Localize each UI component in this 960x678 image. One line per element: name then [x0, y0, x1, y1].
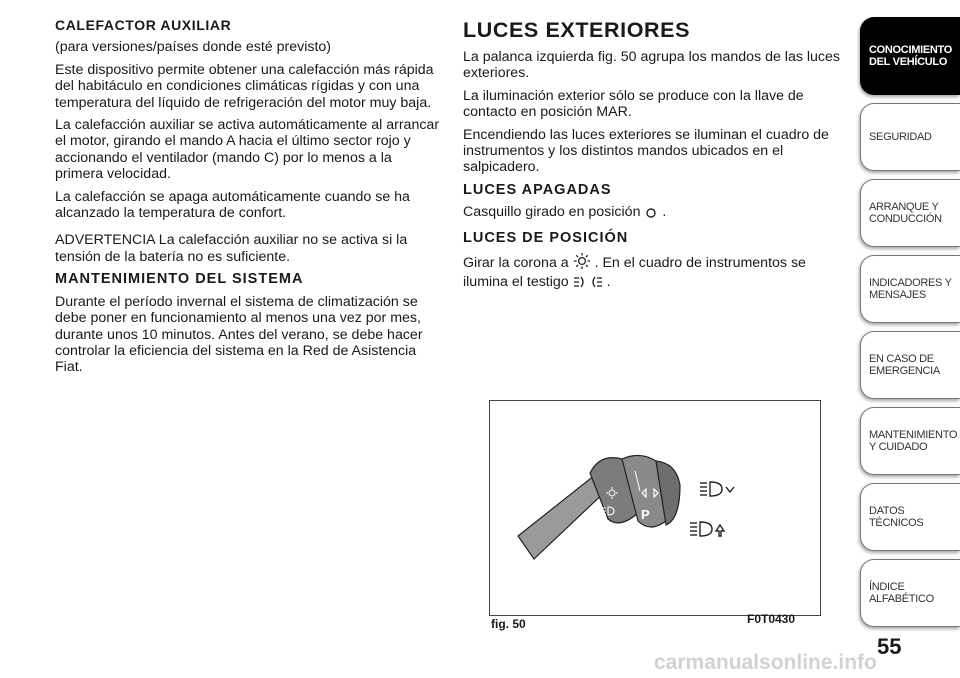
- tab-datos-tecnicos[interactable]: [860, 483, 960, 551]
- tab-label: INDICADORES Y MENSAJES: [869, 276, 952, 301]
- tab-indicadores-y-mensajes[interactable]: [860, 255, 960, 323]
- tab-label: ARRANQUE Y CONDUCCIÓN: [869, 200, 942, 225]
- tab-label: EN CASO DE EMERGENCIA: [869, 352, 940, 377]
- figure-caption: fig. 50: [491, 617, 526, 631]
- warning-text: ADVERTENCIA La calefacción auxiliar no se activa si la tensión de la batería no es suficiente.: [55, 232, 408, 265]
- tab-label: MANTENIMIENTO Y CUIDADO: [869, 428, 958, 453]
- position-warning-light-icon: [573, 275, 603, 293]
- paragraph: Este dispositivo permite obtener una calefacción más rápida del habitáculo en condiciones climáticas rígidas y con una temperatura del líquido de refrigeración del motor muy baja.: [55, 61, 434, 111]
- paragraph: La palanca izquierda fig. 50 agrupa los mandos de las luces exteriores.: [463, 49, 841, 82]
- luces-apagadas-heading: LUCES APAGADAS: [463, 181, 612, 198]
- tab-label: ÍNDICE ALFABÉTICO: [869, 580, 934, 605]
- apagadas-text: Casquillo girado en posición: [463, 204, 641, 221]
- tab-en-caso-de-emergencia[interactable]: [860, 331, 960, 399]
- off-position-icon: [644, 205, 658, 223]
- figure-code: F0T0430: [747, 612, 796, 626]
- right-column: [463, 17, 848, 300]
- paragraph: Durante el período invernal el sistema de climatización se debe poner en funcionamiento al menos una vez por mes, durante unos 10 minutos. Antes del verano, se debe hacer controlar la eficiencia del sistema en la Red de Asistencia Fiat.: [55, 293, 423, 376]
- mantenimiento-heading: MANTENIMIENTO DEL SISTEMA: [55, 271, 304, 288]
- tab-arranque-y-conduccion[interactable]: [860, 179, 960, 247]
- paragraph: Encendiendo las luces exteriores se iluminan el cuadro de instrumentos y los distintos mandos ubicados en el salpicadero.: [463, 126, 829, 176]
- tab-indice-alfabetico[interactable]: [860, 559, 960, 627]
- p-label: P: [641, 507, 650, 522]
- paragraph: [463, 252, 848, 294]
- paragraph: [463, 204, 848, 223]
- paragraph: La iluminación exterior sólo se produce con la llave de contacto en posición MAR.: [463, 87, 804, 121]
- tab-conocimiento-del-vehiculo[interactable]: [860, 17, 960, 95]
- luces-posicion-heading: LUCES DE POSICIÓN: [463, 229, 629, 246]
- calefactor-heading: CALEFACTOR AUXILIAR: [55, 17, 232, 33]
- page-number: 55: [877, 634, 902, 659]
- posicion-text-b: . En el cuadro de instrumentos se ilumina el testigo: [463, 255, 806, 291]
- watermark: carmanualsonline.info: [654, 651, 877, 674]
- left-column: [55, 17, 440, 382]
- tab-label: DATOS TÉCNICOS: [869, 504, 924, 529]
- tab-label: SEGURIDAD: [869, 130, 932, 143]
- paragraph: La calefacción auxiliar se activa automáticamente al arrancar el motor, girando el mando A hacia el último sector rojo y accionando el ventilador (mando C) por lo menos a la primera velocidad.: [55, 117, 440, 183]
- posicion-text-a: Girar la corona a: [463, 255, 569, 272]
- tab-label: CONOCIMIENTO DEL VEHÍCULO: [869, 43, 952, 68]
- tab-seguridad[interactable]: [860, 103, 960, 171]
- tab-mantenimiento-y-cuidado[interactable]: [860, 407, 960, 475]
- section-tabs: [860, 17, 960, 635]
- high-beam-icon: [700, 482, 734, 496]
- posicion-end: .: [606, 274, 611, 291]
- calefactor-subtitle: (para versiones/países donde esté previsto): [55, 39, 332, 56]
- apagadas-end: .: [662, 204, 667, 221]
- figure-lever-illustration: [489, 400, 821, 616]
- position-light-icon: [573, 252, 591, 274]
- lever-drawing: [490, 401, 820, 615]
- flash-beam-icon: [690, 522, 724, 536]
- paragraph: La calefacción se apaga automáticamente cuando se ha alcanzado la temperatura de confort.: [55, 188, 410, 222]
- page-title: LUCES EXTERIORES: [463, 18, 691, 42]
